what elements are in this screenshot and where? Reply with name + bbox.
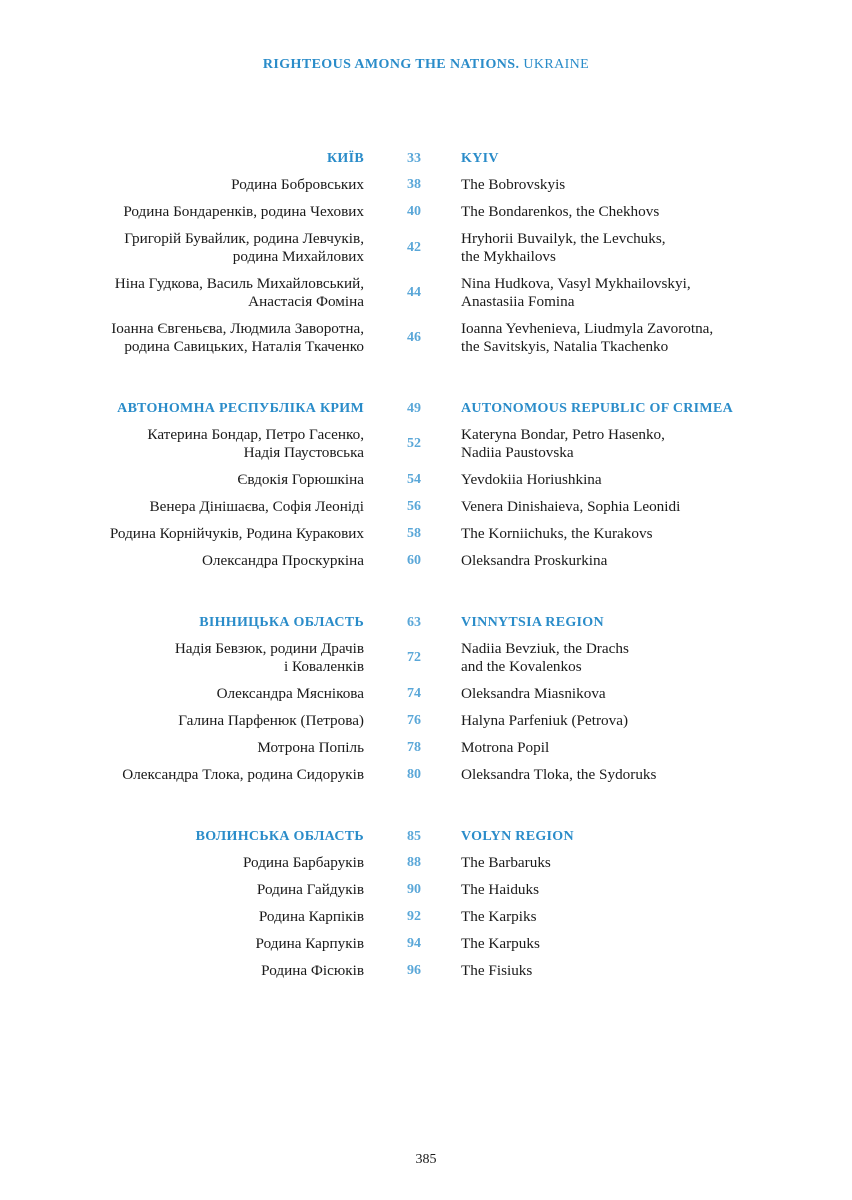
- entry-line-en: The Karpuks: [461, 935, 540, 952]
- entry-page: 44: [407, 285, 421, 300]
- entry-line-uk: Надія Паустовська: [243, 444, 364, 461]
- toc-entry[interactable]: [0, 739, 852, 757]
- entry-title-en: [461, 320, 801, 356]
- entry-line-uk: Олександра Тлока, родина Сидоруків: [122, 766, 364, 783]
- toc-entry[interactable]: [0, 275, 852, 311]
- toc-entry[interactable]: [0, 426, 852, 462]
- entry-title-uk: [44, 203, 364, 221]
- entry-line-en: Anastasiia Fomina: [461, 293, 575, 310]
- entry-line-uk: Венера Дінішаєва, Софія Леоніді: [149, 498, 364, 515]
- entry-line-uk: Родина Карпіків: [258, 908, 364, 925]
- toc-entry[interactable]: [0, 881, 852, 899]
- entry-title-en: [461, 962, 801, 980]
- heading-en: AUTONOMOUS REPUBLIC OF CRIMEA: [461, 401, 733, 416]
- entry-page: 94: [407, 936, 421, 951]
- entry-title-uk: [44, 525, 364, 543]
- heading-en: KYIV: [461, 151, 499, 166]
- toc-entry[interactable]: [0, 320, 852, 356]
- entry-line-uk: Євдокія Горюшкіна: [237, 471, 364, 488]
- entry-line-en: Venera Dinishaieva, Sophia Leonidi: [461, 498, 681, 515]
- entry-page: 88: [407, 855, 421, 870]
- entry-line-en: and the Kovalenkos: [461, 658, 582, 675]
- entry-line-en: Hryhorii Buvailyk, the Levchuks,: [461, 230, 666, 247]
- heading-page: 85: [407, 829, 421, 844]
- entry-title-uk: [44, 498, 364, 516]
- entry-title-en: [461, 908, 801, 926]
- entry-line-uk: Олександра Проскуркіна: [201, 552, 364, 569]
- entry-line-uk: Іоанна Євгеньєва, Людмила Заворотна,: [111, 320, 364, 337]
- entry-title-en: [461, 230, 801, 266]
- entry-line-uk: Катерина Бондар, Петро Гасенко,: [147, 426, 364, 443]
- entry-line-uk: і Коваленків: [283, 658, 364, 675]
- entry-title-uk: [44, 712, 364, 730]
- toc-entry[interactable]: [0, 498, 852, 516]
- toc-entry[interactable]: [0, 640, 852, 676]
- entry-title-en: [461, 766, 801, 784]
- toc-entry[interactable]: [0, 935, 852, 953]
- entry-title-en: [461, 525, 801, 543]
- entry-title-uk: [44, 881, 364, 899]
- entry-page: 58: [407, 526, 421, 541]
- entry-title-en: [461, 552, 801, 570]
- entry-title-uk: [44, 471, 364, 489]
- toc-entry[interactable]: [0, 230, 852, 266]
- toc-entry[interactable]: [0, 552, 852, 570]
- entry-line-uk: Олександра Мяснікова: [216, 685, 364, 702]
- entry-line-en: Oleksandra Proskurkina: [461, 552, 608, 569]
- entry-title-en: [461, 176, 801, 194]
- entry-line-en: Nadiia Bevziuk, the Drachs: [461, 640, 629, 657]
- entry-page: 38: [407, 177, 421, 192]
- entry-line-en: the Savitskyis, Natalia Tkachenko: [461, 338, 669, 355]
- entry-line-uk: Надія Бевзюк, родини Драчів: [174, 640, 364, 657]
- entry-line-uk: Родина Фісюків: [261, 962, 364, 979]
- entry-line-en: The Bobrovskyis: [461, 176, 566, 193]
- entry-title-en: [461, 685, 801, 703]
- heading-uk: ВІННИЦЬКА ОБЛАСТЬ: [199, 615, 364, 630]
- entry-line-uk: родина Савицьких, Наталія Ткаченко: [124, 338, 364, 355]
- entry-title-uk: [44, 685, 364, 703]
- entry-line-uk: Родина Барбаруків: [242, 854, 364, 871]
- entry-line-uk: Галина Парфенюк (Петрова): [178, 712, 364, 729]
- entry-title-uk: [44, 552, 364, 570]
- running-head-country: UKRAINE: [523, 57, 590, 72]
- entry-line-en: Oleksandra Miasnikova: [461, 685, 606, 702]
- entry-title-en: [461, 712, 801, 730]
- entry-title-en: [461, 935, 801, 953]
- entry-page: 96: [407, 963, 421, 978]
- toc-entry[interactable]: [0, 712, 852, 730]
- entry-page: 56: [407, 499, 421, 514]
- entry-title-en: [461, 203, 801, 221]
- entry-line-uk: Родина Корнійчуків, Родина Куракових: [109, 525, 364, 542]
- heading-page: 49: [407, 401, 421, 416]
- entry-page: 74: [407, 686, 421, 701]
- entry-line-en: Oleksandra Tloka, the Sydoruks: [461, 766, 657, 783]
- heading-uk: КИЇВ: [326, 151, 364, 166]
- heading-uk: АВТОНОМНА РЕСПУБЛІКА КРИМ: [117, 401, 364, 416]
- page-number: 385: [415, 1152, 437, 1167]
- entry-title-uk: [44, 908, 364, 926]
- heading-en: VOLYN REGION: [461, 829, 574, 844]
- entry-title-uk: [44, 426, 364, 462]
- entry-title-uk: [44, 854, 364, 872]
- entry-page: 52: [407, 436, 421, 451]
- entry-line-en: The Karpiks: [461, 908, 537, 925]
- entry-page: 76: [407, 713, 421, 728]
- entry-title-en: [461, 471, 801, 489]
- toc-entry[interactable]: [0, 176, 852, 194]
- running-head-title: RIGHTEOUS AMONG THE NATIONS.: [262, 57, 520, 72]
- toc-entry[interactable]: [0, 471, 852, 489]
- entry-line-uk: родина Михайлових: [232, 248, 364, 265]
- entry-page: 72: [407, 650, 421, 665]
- entry-title-en: [461, 854, 801, 872]
- entry-line-uk: Григорій Бувайлик, родина Левчуків,: [124, 230, 364, 247]
- entry-title-uk: [44, 320, 364, 356]
- entry-line-uk: Ніна Гудкова, Василь Михайловський,: [114, 275, 364, 292]
- heading-en: VINNYTSIA REGION: [461, 615, 604, 630]
- entry-page: 46: [407, 330, 421, 345]
- entry-line-uk: Родина Карпуків: [255, 935, 364, 952]
- entry-title-en: [461, 498, 801, 516]
- toc-entry[interactable]: [0, 766, 852, 784]
- entry-title-uk: [44, 935, 364, 953]
- entry-title-uk: [44, 739, 364, 757]
- entry-line-en: The Haiduks: [461, 881, 540, 898]
- entry-title-en: [461, 426, 801, 462]
- heading-uk: ВОЛИНСЬКА ОБЛАСТЬ: [195, 829, 364, 844]
- toc-entry[interactable]: [0, 203, 852, 221]
- toc-entry[interactable]: [0, 685, 852, 703]
- entry-page: 42: [407, 240, 421, 255]
- entry-title-en: [461, 640, 801, 676]
- running-head: [0, 57, 852, 73]
- entry-title-uk: [44, 176, 364, 194]
- entry-line-uk: Родина Гайдуків: [256, 881, 364, 898]
- entry-line-en: Nina Hudkova, Vasyl Mykhailovskyi,: [461, 275, 691, 292]
- toc-entry[interactable]: [0, 908, 852, 926]
- entry-line-uk: Родина Бондаренків, родина Чехових: [123, 203, 364, 220]
- entry-line-uk: Мотрона Попіль: [257, 739, 364, 756]
- entry-title-en: [461, 275, 801, 311]
- entry-line-en: The Bondarenkos, the Chekhovs: [461, 203, 660, 220]
- heading-page: 63: [407, 615, 421, 630]
- entry-title-uk: [44, 640, 364, 676]
- entry-line-en: The Korniichuks, the Kurakovs: [461, 525, 653, 542]
- entry-line-en: Yevdokiia Horiushkina: [461, 471, 602, 488]
- toc-entry[interactable]: [0, 854, 852, 872]
- entry-line-en: the Mykhailovs: [461, 248, 556, 265]
- entry-title-uk: [44, 962, 364, 980]
- entry-title-uk: [44, 275, 364, 311]
- entry-page: 78: [407, 740, 421, 755]
- entry-line-uk: Родина Бобровських: [231, 176, 364, 193]
- entry-line-en: Halyna Parfeniuk (Petrova): [461, 712, 629, 729]
- toc-entry[interactable]: [0, 525, 852, 543]
- entry-page: 60: [407, 553, 421, 568]
- entry-title-uk: [44, 230, 364, 266]
- entry-line-en: The Barbaruks: [461, 854, 551, 871]
- entry-title-en: [461, 739, 801, 757]
- entry-page: 54: [407, 472, 421, 487]
- heading-page: 33: [407, 151, 421, 166]
- entry-page: 80: [407, 767, 421, 782]
- entry-line-en: Motrona Popil: [461, 739, 550, 756]
- entry-title-uk: [44, 766, 364, 784]
- entry-page: 40: [407, 204, 421, 219]
- entry-page: 90: [407, 882, 421, 897]
- entry-line-en: Nadiia Paustovska: [461, 444, 574, 461]
- entry-line-en: Kateryna Bondar, Petro Hasenko,: [461, 426, 665, 443]
- entry-title-en: [461, 881, 801, 899]
- entry-line-en: Ioanna Yevhenieva, Liudmyla Zavorotna,: [461, 320, 714, 337]
- entry-line-en: The Fisiuks: [461, 962, 533, 979]
- entry-line-uk: Анастасія Фоміна: [248, 293, 364, 310]
- entry-page: 92: [407, 909, 421, 924]
- toc-entry[interactable]: [0, 962, 852, 980]
